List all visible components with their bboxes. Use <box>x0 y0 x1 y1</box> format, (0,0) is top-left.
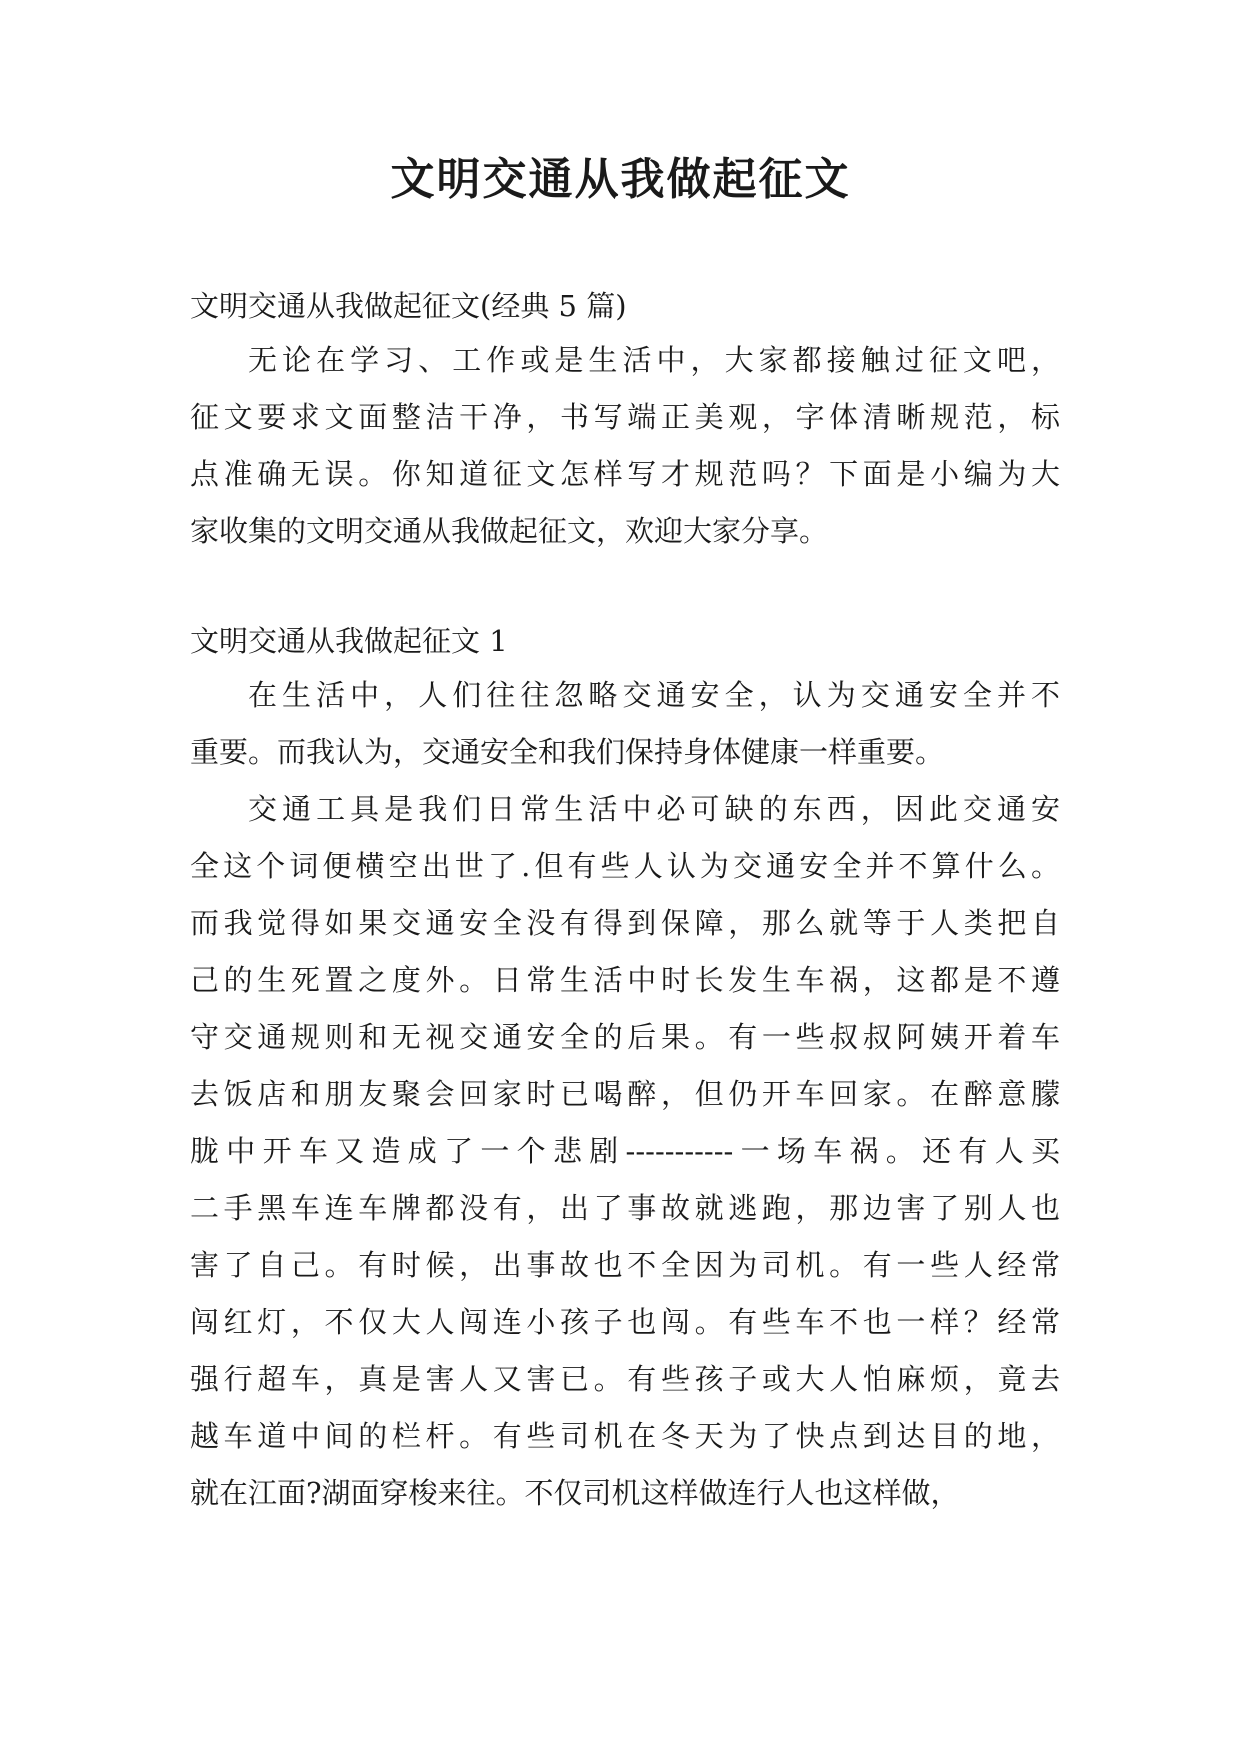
paragraph-line: 而我觉得如果交通安全没有得到保障，那么就等于人类把自 <box>190 906 1060 940</box>
paragraph-line: 交通工具是我们日常生活中必可缺的东西，因此交通安 <box>248 792 1060 826</box>
intro-line: 家收集的文明交通从我做起征文，欢迎大家分享。 <box>190 514 829 548</box>
document-subtitle: 文明交通从我做起征文(经典 5 篇) <box>190 289 627 323</box>
section-heading: 文明交通从我做起征文 1 <box>190 624 508 658</box>
paragraph-line: 去饭店和朋友聚会回家时已喝醉，但仍开车回家。在醉意朦 <box>190 1077 1060 1111</box>
paragraph-line: 害了自己。有时候，出事故也不全因为司机。有一些人经常 <box>190 1248 1060 1282</box>
paragraph-line: 强行超车，真是害人又害已。有些孩子或大人怕麻烦，竟去 <box>190 1362 1060 1396</box>
intro-paragraph <box>190 332 1060 560</box>
paragraph-line: 闯红灯，不仅大人闯连小孩子也闯。有些车不也一样？经常 <box>190 1305 1060 1339</box>
paragraph-line: 二手黑车连车牌都没有，出了事故就逃跑，那边害了别人也 <box>190 1191 1060 1225</box>
paragraph-line: 全这个词便横空出世了.但有些人认为交通安全并不算什么。 <box>190 849 1060 883</box>
paragraph-line: 胧中开车又造成了一个悲剧-----------一场车祸。还有人买 <box>190 1134 1060 1168</box>
intro-line: 无论在学习、工作或是生活中，大家都接触过征文吧， <box>248 343 1060 377</box>
section1-paragraph-2 <box>190 781 1060 1522</box>
paragraph-line: 己的生死置之度外。日常生活中时长发生车祸，这都是不遵 <box>190 963 1060 997</box>
intro-line: 点准确无误。你知道征文怎样写才规范吗？下面是小编为大 <box>190 457 1060 491</box>
section1-paragraph-1 <box>190 667 1060 781</box>
paragraph-line: 在生活中，人们往往忽略交通安全，认为交通安全并不 <box>248 678 1060 712</box>
section-spacer <box>190 560 1060 615</box>
paragraph-line: 守交通规则和无视交通安全的后果。有一些叔叔阿姨开着车 <box>190 1020 1060 1054</box>
document-title: 文明交通从我做起征文 <box>390 154 851 205</box>
paragraph-line: 就在江面?湖面穿梭来往。不仅司机这样做连行人也这样做， <box>190 1476 960 1510</box>
document-body <box>190 280 1060 1522</box>
paragraph-line: 重要。而我认为，交通安全和我们保持身体健康一样重要。 <box>190 735 945 769</box>
paragraph-line: 越车道中间的栏杆。有些司机在冬天为了快点到达目的地， <box>190 1419 1060 1453</box>
intro-line: 征文要求文面整洁干净，书写端正美观，字体清晰规范，标 <box>190 400 1060 434</box>
